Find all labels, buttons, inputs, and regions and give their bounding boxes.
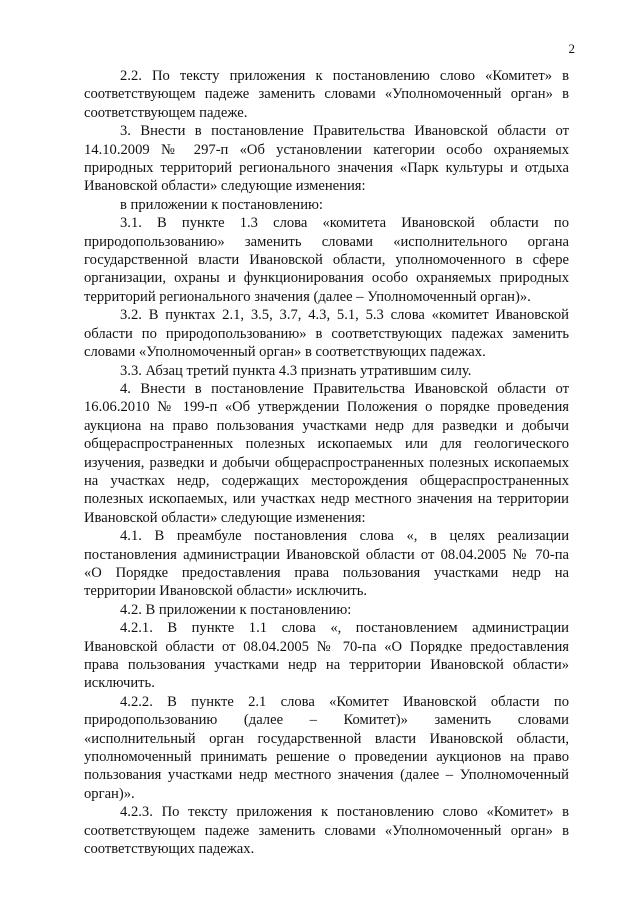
paragraph-4-1: 4.1. В преамбуле постановления слова «, в целях реализации постановления администрации Ивановской области от 08.04.2005 № 70-па «О Порядке предоставления права пользования участками недр на территории Ивановской области» исключить. (84, 528, 569, 600)
paragraph-4: 4. Внести в постановление Правительства Ивановской области от 16.06.2010 № 199-п «Об утверждении Положения о порядке проведения аукциона на право пользования участками недр для разведки и добычи общераспространенных полезных ископаемых или для геологического изучения, разведки и добычи общераспространенных полезных ископаемых на участках недр, содержащих месторождения общераспространенных полезных ископаемых, или участках недр местного значения на территории Ивановской области» следующие изменения: (84, 380, 569, 526)
paragraph-2-2: 2.2. По тексту приложения к постановлению слово «Комитет» в соответствующем падеже заменить словами «Уполномоченный орган» в соответствующем падеже. (84, 68, 569, 121)
paragraph-3-1: 3.1. В пункте 1.3 слова «комитета Ивановской области по природопользованию» заменить словами «исполнительного органа государственной власти Ивановской области, уполномоченного в сфере организации, охраны и функционирования особо охраняемых природных территорий регионального значения (далее – Уполномоченный орган)». (84, 215, 569, 305)
paragraph-3-intro: в приложении к постановлению: (120, 196, 323, 213)
document-body (84, 67, 569, 858)
paragraph-4-2-2: 4.2.2. В пункте 2.1 слова «Комитет Ивановской области по природопользованию (далее – Комитет)» заменить словами «исполнительный орган государственной власти Ивановской области, уполномоченный принимать решение о проведении аукционов на право пользования участками недр местного значения (далее – Уполномоченный орган)». (84, 693, 569, 802)
page-number: 2 (568, 41, 575, 56)
paragraph-4-2-3: 4.2.3. По тексту приложения к постановлению слово «Комитет» в соответствующем падеже заменить словами «Уполномоченный орган» в соответствующих падежах. (84, 804, 569, 858)
paragraph-4-2: 4.2. В приложении к постановлению: (120, 601, 352, 618)
paragraph-3-3: 3.3. Абзац третий пункта 4.3 признать утратившим силу. (120, 362, 472, 379)
paragraph-3: 3. Внести в постановление Правительства Ивановской области от 14.10.2009 № 297-п «Об установлении категории особо охраняемых природных территорий регионального значения «Парк культуры и отдыха Ивановской области» следующие изменения: (84, 123, 569, 195)
paragraph-4-2-1: 4.2.1. В пункте 1.1 слова «, постановлением администрации Ивановской области от 08.04.2005 № 70-па «О Порядке предоставления права пользования участками недр на территории Ивановской области» исключить. (84, 620, 569, 692)
paragraph-3-2: 3.2. В пунктах 2.1, 3.5, 3.7, 4.3, 5.1, 5.3 слова «комитет Ивановской области по природопользованию» в соответствующих падежах заменить словами «Уполномоченный орган» в соответствующих падежах. (84, 307, 569, 361)
